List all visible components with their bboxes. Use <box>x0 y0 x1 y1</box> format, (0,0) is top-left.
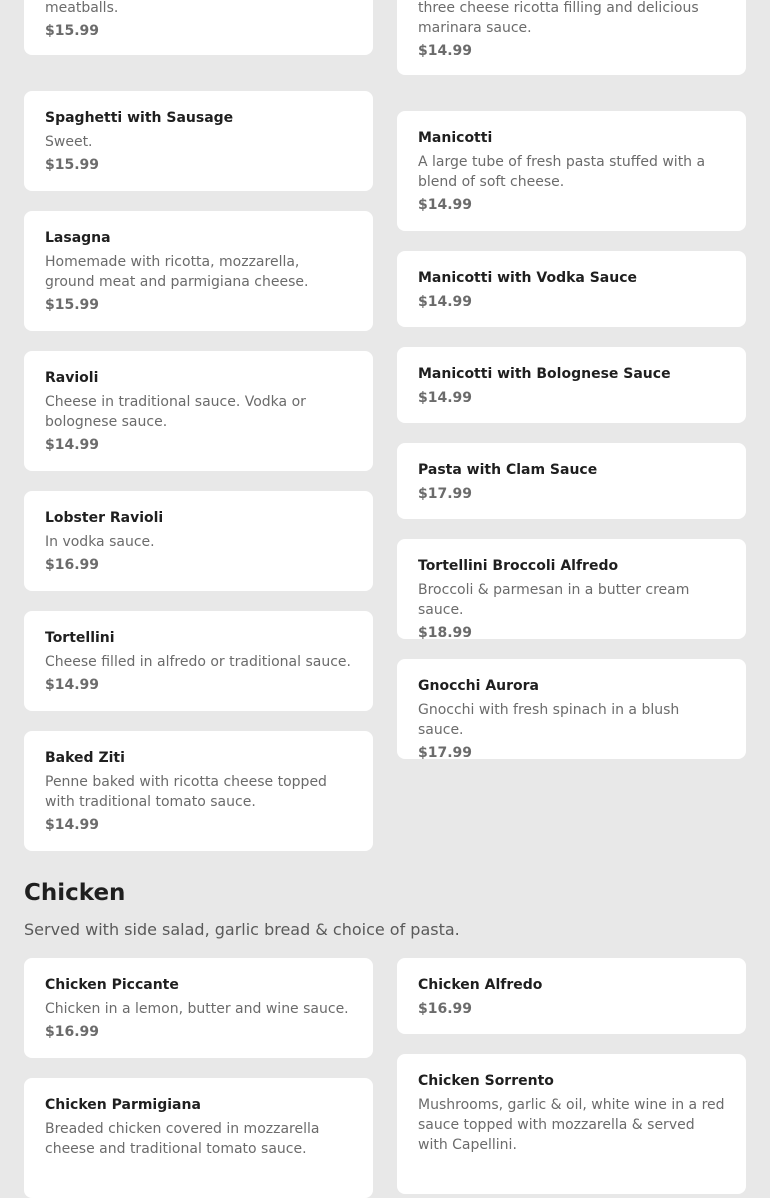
item-name: Spaghetti with Sausage <box>45 110 234 126</box>
section-subtitle: Served with side salad, garlic bread & choice of pasta. <box>24 920 460 939</box>
item-description: Breaded chicken covered in mozzarella cheese and traditional tomato sauce. <box>45 1121 320 1157</box>
menu-item-card[interactable] <box>24 731 373 851</box>
item-description: three cheese ricotta filling and delicious marinara sauce. <box>418 0 699 36</box>
menu-item-card[interactable] <box>24 958 373 1058</box>
menu-item-card[interactable] <box>24 0 373 55</box>
section-title: Chicken <box>24 880 126 906</box>
item-name: Manicotti with Bolognese Sauce <box>418 366 671 382</box>
item-description: A large tube of fresh pasta stuffed with a blend of soft cheese. <box>418 154 706 190</box>
item-description: meatballs. <box>45 0 119 16</box>
item-name: Tortellini <box>45 630 115 646</box>
item-description: Cheese filled in alfredo or traditional sauce. <box>45 654 351 670</box>
item-name: Lobster Ravioli <box>45 510 164 526</box>
menu-item-card[interactable] <box>397 958 746 1034</box>
item-description: Sweet. <box>45 134 93 150</box>
menu-item-card[interactable] <box>24 491 373 591</box>
item-description: Cheese in traditional sauce. Vodka or bolognese sauce. <box>45 394 306 430</box>
menu-item-card[interactable] <box>397 443 746 519</box>
item-name: Gnocchi Aurora <box>418 678 539 694</box>
menu-item-card[interactable] <box>397 251 746 327</box>
item-name: Tortellini Broccoli Alfredo <box>418 558 619 574</box>
item-description: Mushrooms, garlic & oil, white wine in a red sauce topped with mozzarella & served with Capellini. <box>418 1097 725 1153</box>
item-description: In vodka sauce. <box>45 534 155 550</box>
item-price: $14.99 <box>45 677 100 693</box>
item-price: $15.99 <box>45 297 100 313</box>
item-price: $14.99 <box>45 437 100 453</box>
item-name: Manicotti with Vodka Sauce <box>418 270 638 286</box>
item-description: Chicken in a lemon, butter and wine sauce. <box>45 1001 349 1017</box>
item-price: $15.99 <box>45 157 100 173</box>
item-name: Chicken Parmigiana <box>45 1097 201 1113</box>
menu-item-card[interactable] <box>24 611 373 711</box>
item-description: Homemade with ricotta, mozzarella, ground meat and parmigiana cheese. <box>45 254 309 290</box>
item-description: Broccoli & parmesan in a butter cream sauce. <box>418 582 690 618</box>
item-name: Chicken Piccante <box>45 977 179 993</box>
item-name: Chicken Alfredo <box>418 977 543 993</box>
item-price: $14.99 <box>418 294 473 310</box>
item-name: Pasta with Clam Sauce <box>418 462 598 478</box>
item-price: $17.99 <box>418 745 473 761</box>
menu-item-card[interactable] <box>397 1054 746 1194</box>
item-name: Chicken Sorrento <box>418 1073 554 1089</box>
menu-item-card[interactable] <box>397 539 746 639</box>
item-price: $16.99 <box>45 1024 100 1040</box>
item-name: Ravioli <box>45 370 99 386</box>
item-name: Manicotti <box>418 130 493 146</box>
item-price: $16.99 <box>45 557 100 573</box>
menu-item-card[interactable] <box>24 91 373 191</box>
menu-item-card[interactable] <box>397 659 746 759</box>
item-name: Lasagna <box>45 230 111 246</box>
menu-item-card[interactable] <box>397 347 746 423</box>
item-price: $16.99 <box>418 1001 473 1017</box>
item-name: Baked Ziti <box>45 750 125 766</box>
menu-item-card[interactable] <box>397 0 746 75</box>
item-price: $14.99 <box>418 197 473 213</box>
menu-item-card[interactable] <box>397 111 746 231</box>
item-price: $18.99 <box>418 625 473 641</box>
item-price: $14.99 <box>418 390 473 406</box>
item-price: $15.99 <box>45 23 100 39</box>
menu-item-card[interactable] <box>24 1078 373 1198</box>
item-description: Penne baked with ricotta cheese topped with traditional tomato sauce. <box>45 774 327 810</box>
menu-item-card[interactable] <box>24 211 373 331</box>
menu-item-card[interactable] <box>24 351 373 471</box>
item-price: $17.99 <box>418 486 473 502</box>
item-price: $14.99 <box>45 817 100 833</box>
item-description: Gnocchi with fresh spinach in a blush sauce. <box>418 702 680 738</box>
item-price: $14.99 <box>418 43 473 59</box>
